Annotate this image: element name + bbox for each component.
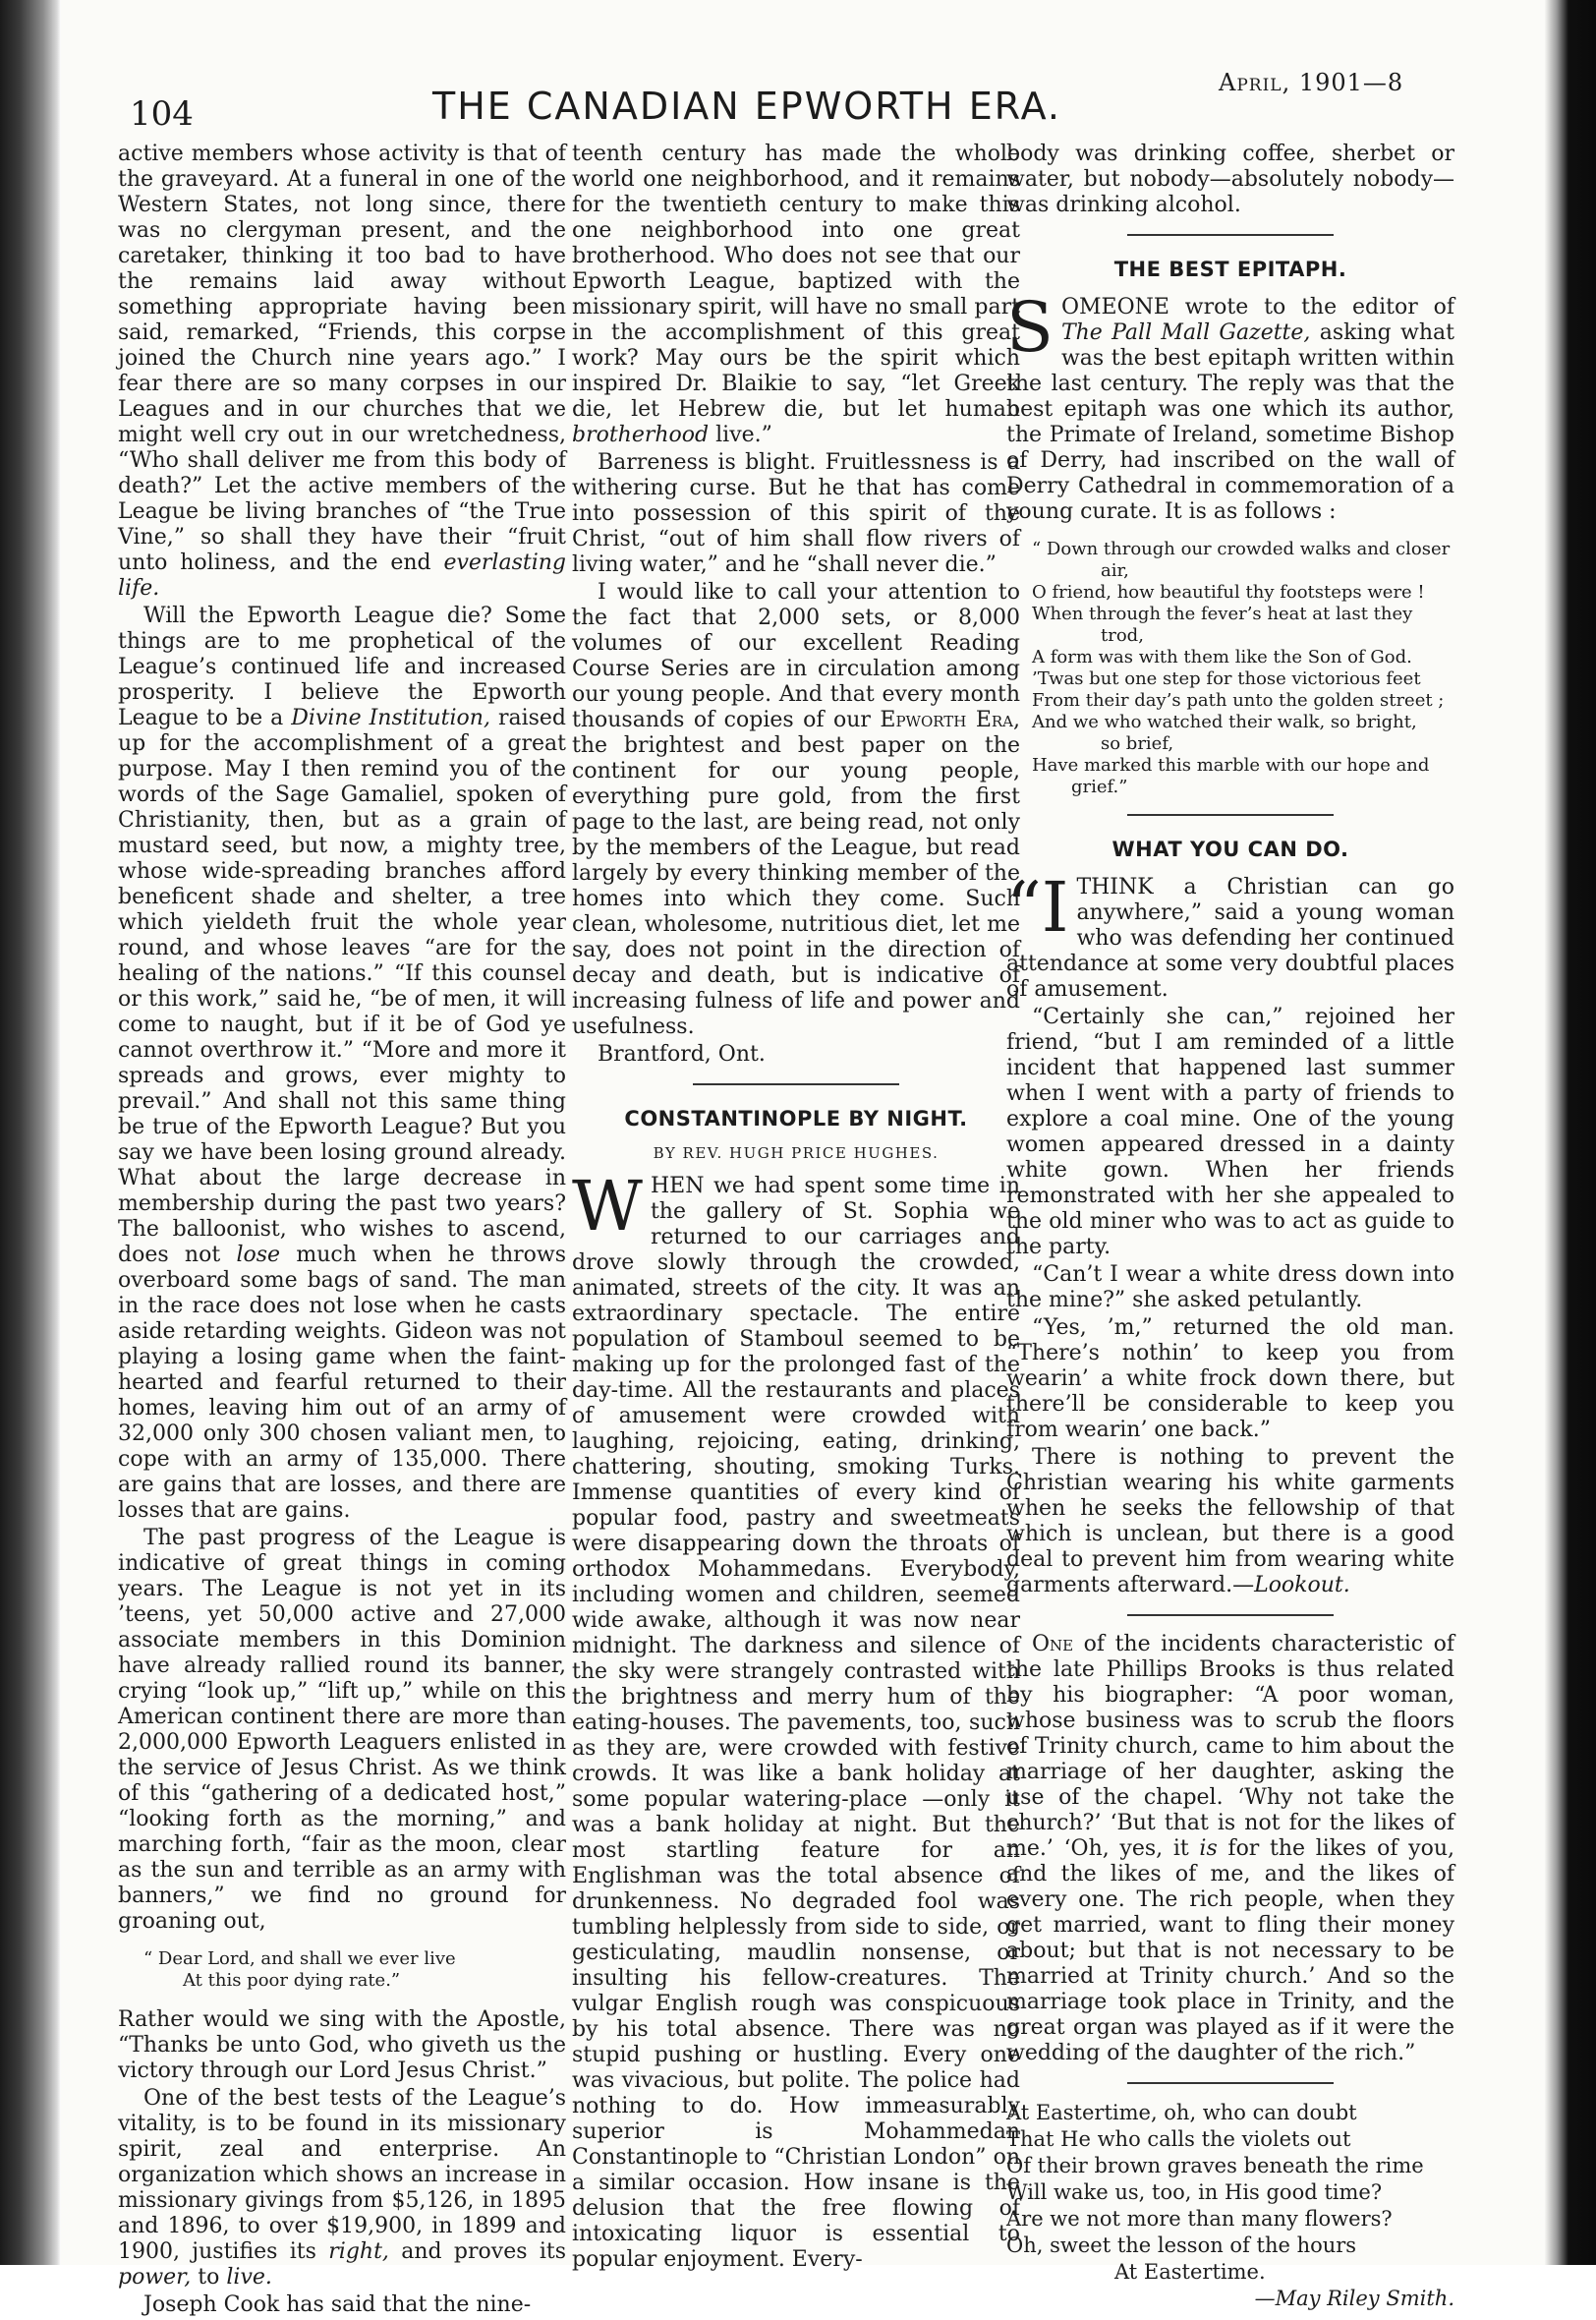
col3-paragraph-8: One of the incidents characteristic of the late Phillips Brooks is thus related by his biographer: “A poor woman, whose business was to scrub the floors of Trinity church, came to him about the marriage of her daughter, asking the use of the chapel. ‘Why not take the church?’ ‘But that is not for the likes of me.’ ‘Oh, yes, it is for the likes of you, and the likes of me, and the likes of every one. The rich people, when they get married, want to fling their money about; but that is not necessary to be married at Trinity church.’ And so the marriage took place in Trinity, and the great organ was played as if it were the wedding of the daughter of the rich.” bbox=[1006, 1632, 1455, 2065]
drop-cap-w: W bbox=[572, 1166, 643, 1247]
col3-paragraph-5: “Can’t I wear a white dress down into the mine?” she asked petulantly. bbox=[1006, 1262, 1454, 1312]
epitaph-line: trod, bbox=[1101, 625, 1144, 646]
col2-paragraph-2: Barreness is blight. Fruitlessness is a withering curse. But he that has come into possession of this spirit of the Christ, “out of him shall flow rivers of living water,” and he “shall never die.” bbox=[572, 450, 1020, 577]
col1-paragraph-3: The past progress of the League is indicative of great things in coming years. The League is not yet in its ’teens, yet 50,000 active and 27,000 associate members in this Dominion have already rallied round its banner, crying “look up,” “lift up,” while on this American continent there are more than 2,000,000 Epworth Leaguers enlisted in the service of Jesus Christ. As we think of this “gathering of a dedicated host,” “looking forth as the morning,” and marching forth, “fair as the moon, clear as the sun and terrible as an army with banners,” we find no ground for groaning out, bbox=[118, 1526, 566, 1934]
section-rule bbox=[1127, 1614, 1334, 1616]
poem-line: Are we not more than many flowers? bbox=[1006, 2207, 1393, 2231]
page-number: 104 bbox=[130, 94, 194, 134]
epitaph-line: Have marked this marble with our hope and bbox=[1032, 755, 1430, 776]
page-edge-shadow bbox=[1545, 0, 1596, 2265]
section-rule bbox=[1127, 2082, 1334, 2084]
section-rule bbox=[693, 1083, 899, 1085]
drop-cap-i: “I bbox=[1006, 867, 1069, 948]
masthead-title: THE CANADIAN EPWORTH ERA. bbox=[432, 85, 1061, 128]
section-rule bbox=[1127, 814, 1334, 816]
article-heading-epitaph: THE BEST EPITAPH. bbox=[1113, 258, 1347, 281]
epitaph-line: air, bbox=[1101, 560, 1129, 581]
epitaph-verse bbox=[1032, 539, 1454, 798]
col1-paragraph-4: Rather would we sing with the Apostle, “Thanks be unto God, who giveth us the victory through our Lord Jesus Christ.” bbox=[118, 2007, 566, 2083]
column-3 bbox=[1006, 142, 1454, 2312]
poem-line: At Eastertime. bbox=[1114, 2260, 1266, 2284]
col3-paragraph-1: body was drinking coffee, sherbet or water, but nobody—absolutely nobody—was drinking alcohol. bbox=[1006, 142, 1454, 217]
col1-paragraph-6: Joseph Cook has said that the nine- bbox=[143, 2292, 532, 2317]
col1-hymn-quote bbox=[143, 1948, 566, 1992]
article-byline: BY REV. HUGH PRICE HUGHES. bbox=[653, 1144, 940, 1162]
epitaph-line: so brief, bbox=[1101, 733, 1174, 754]
epitaph-line: ’Twas but one step for those victorious feet bbox=[1032, 668, 1421, 689]
column-1 bbox=[118, 142, 566, 2320]
epitaph-line: grief.” bbox=[1071, 777, 1128, 797]
col2-paragraph-3: I would like to call your attention to the fact that 2,000 sets, or 8,000 volumes of our excellent Reading Course Series are in circulation among our young people. And that every month thousands of copies of our Epworth Era, the brightest and best paper on the continent for our young people, everything pure gold, from the first page to the last, are being read, not only by the members of the League, but read largely by every thinking member of the homes into which they come. Such clean, wholesome, nutritious diet, let me say, does not point in the direction of decay and death, but is indicative of increasing fulness of life and power and usefulness. bbox=[572, 580, 1021, 1039]
col3-paragraph-4: “Certainly she can,” rejoined her friend, “but I am reminded of a little incident that happened last summer when I went with a party of friends to explore a coal mine. One of the young women appeared dressed in a dainty white gown. When her friends remonstrated with her she appealed to the old miner who was to act as guide to the party. bbox=[1006, 1005, 1454, 1259]
issue-date: April, 1901—8 bbox=[1219, 69, 1404, 96]
easter-poem bbox=[1006, 2100, 1454, 2312]
poem-line: At Eastertime, oh, who can doubt bbox=[1006, 2101, 1357, 2124]
col1-paragraph-1: active members whose activity is that of the graveyard. At a funeral in one of the Western States, not long since, there was no clergyman present, and the caretaker, thinking it too bad to have the remains laid away without something appropriate having been said, remarked, “Friends, this corpse joined the Church nine years ago.” I fear there are so many corpses in our Leagues and in our churches that we might well cry out in our wretchedness, “Who shall deliver me from this body of death?” Let the active members of the League be living branches of “the True Vine,” so shall they have their “fruit unto holiness, and the end everlasting life. bbox=[118, 142, 566, 601]
epitaph-line: When through the fever’s heat at last they bbox=[1032, 604, 1413, 624]
section-rule bbox=[1127, 234, 1334, 236]
column-2 bbox=[572, 142, 1020, 2275]
hymn-line-2: At this poor dying rate.” bbox=[183, 1970, 401, 1991]
col3-paragraph-3: “ITHINK a Christian can go anywhere,” said a young woman who was defending her continued attendance at some very doubtful places of amusement. bbox=[1006, 867, 1454, 1002]
epitaph-line: “ Down through our crowded walks and closer bbox=[1032, 539, 1451, 559]
poem-line: Oh, sweet the lesson of the hours bbox=[1006, 2233, 1357, 2257]
epitaph-line: And we who watched their walk, so bright, bbox=[1032, 712, 1417, 732]
col2-paragraph-1: teenth century has made the whole world one neighborhood, and it remains for the twentieth century to make this one neighborhood into one great brotherhood. Who does not see that our Epworth League, baptized with the missionary spirit, will have no small part in the accomplishment of this great work? May ours be the spirit which inspired Dr. Blaikie to say, “let Greek die, let Hebrew die, but let human brotherhood live.” bbox=[572, 142, 1020, 447]
epitaph-line: From their day’s path unto the golden street ; bbox=[1032, 690, 1445, 711]
col3-paragraph-2: SOMEONE wrote to the editor of The Pall Mall Gazette, asking what was the best epitaph written within the last century. The reply was that the best epitaph was one which its author, the Primate of Ireland, sometime Bishop of Derry, had inscribed on the wall of Derry Cathedral in commemoration of a young curate. It is as follows : bbox=[1006, 287, 1454, 524]
drop-cap-s: S bbox=[1006, 287, 1054, 368]
article-heading-what-you-can-do: WHAT YOU CAN DO. bbox=[1112, 838, 1349, 861]
hymn-line-1: “ Dear Lord, and shall we ever live bbox=[143, 1948, 456, 1969]
article-heading-constantinople: CONSTANTINOPLE BY NIGHT. bbox=[624, 1107, 968, 1131]
col3-paragraph-7: There is nothing to prevent the Christian wearing his white garments when he seeks the fellowship of that which is unclean, but there is a good deal to prevent him from wearing white garments afterward.—Lookout. bbox=[1006, 1445, 1454, 1597]
book-binding-gutter bbox=[0, 0, 61, 2265]
epitaph-line: A form was with them like the Son of God. bbox=[1032, 647, 1412, 667]
col1-paragraph-2: Will the Epworth League die? Some things are to me prophetical of the League’s continued life and increased prosperity. I believe the Epworth League to be a Divine Institution, raised up for the accomplishment of a great purpose. May I then remind you of the words of the Sage Gamaliel, spoken of Christianity, then, but as a grain of mustard seed, but now, a mighty tree, whose wide-spreading branches afford beneficent shade and shelter, a tree which yieldeth fruit the whole year round, and whose leaves “are for the healing of the nations.” “If this counsel or this work,” said he, “be of men, it will come to naught, but if it be of God ye cannot overthrow it.” “More and more it spreads and grows, ever mighty to prevail.” And shall not this same thing be true of the Epworth League? But you say we have been losing ground already. What about the large decrease in membership during the past two years? The balloonist, who wishes to ascend, does not lose much when he throws overboard some bags of sand. The man in the race does not lose when he casts aside retarding weights. Gideon was not playing a losing game when the faint-hearted and fearful returned to their homes, leaving him out of an army of 32,000 only 300 chosen valiant men, to cope with an army of 135,000. There are gains that are losses, and there are losses that are gains. bbox=[118, 604, 567, 1523]
col2-paragraph-4: WHEN we had spent some time in the gallery of St. Sophia we returned to our carriages and drove slowly through the crowded, animated, streets of the city. It was an extraordinary spectacle. The entire population of Stamboul seemed to be making up for the prolonged fast of the day-time. All the restaurants and places of amusement were crowded with laughing, rejoicing, eating, drinking, chattering, shouting, smoking Turks. Immense quantities of every kind of popular food, pastry and sweetmeats were disappearing down the throats of orthodox Mohammedans. Everybody, including women and children, seemed wide awake, although it was now near midnight. The darkness and silence of the sky were strangely contrasted with the brightness and merry hum of the eating-houses. The pavements, too, such as they are, were crowded with festive crowds. It was like a bank holiday at some popular watering-place —only it was a bank holiday at night. But the most startling feature for an Englishman was the total absence of drunkenness. No degraded fool was tumbling helplessly from side to side, or gesticulating, maudlin nonsense, or insulting his fellow-creatures. The vulgar English rough was conspicuous by his total absence. There was no stupid pushing or hustling. Every one was vivacious, but polite. The police had nothing to do. How immeasurably superior is Mohammedan Constantinople to “Christian London” on a similar occasion. How insane is the delusion that the free flowing of intoxicating liquor is essential to popular enjoyment. Every- bbox=[572, 1166, 1020, 2272]
epitaph-line: O friend, how beautiful thy footsteps were ! bbox=[1032, 582, 1425, 603]
col3-paragraph-6: “Yes, ’m,” returned the old man. “There’s nothin’ to keep you from wearin’ a white frock down there, but there’ll be considerable to keep you from wearin’ one back.” bbox=[1006, 1315, 1454, 1442]
poem-line: That He who calls the violets out bbox=[1006, 2127, 1351, 2151]
col2-signature-place: Brantford, Ont. bbox=[598, 1042, 766, 1067]
poem-author: —May Riley Smith. bbox=[1254, 2287, 1454, 2310]
poem-line: Of their brown graves beneath the rime bbox=[1006, 2154, 1424, 2177]
poem-line: Will wake us, too, in His good time? bbox=[1006, 2180, 1383, 2204]
col1-paragraph-5: One of the best tests of the League’s vitality, is to be found in its missionary spirit, zeal and enterprise. An organization which shows an increase in missionary givings from $5,126, in 1895 and 1896, to over $19,900, in 1899 and 1900, justifies its right, and proves its power, to live. bbox=[118, 2086, 566, 2290]
